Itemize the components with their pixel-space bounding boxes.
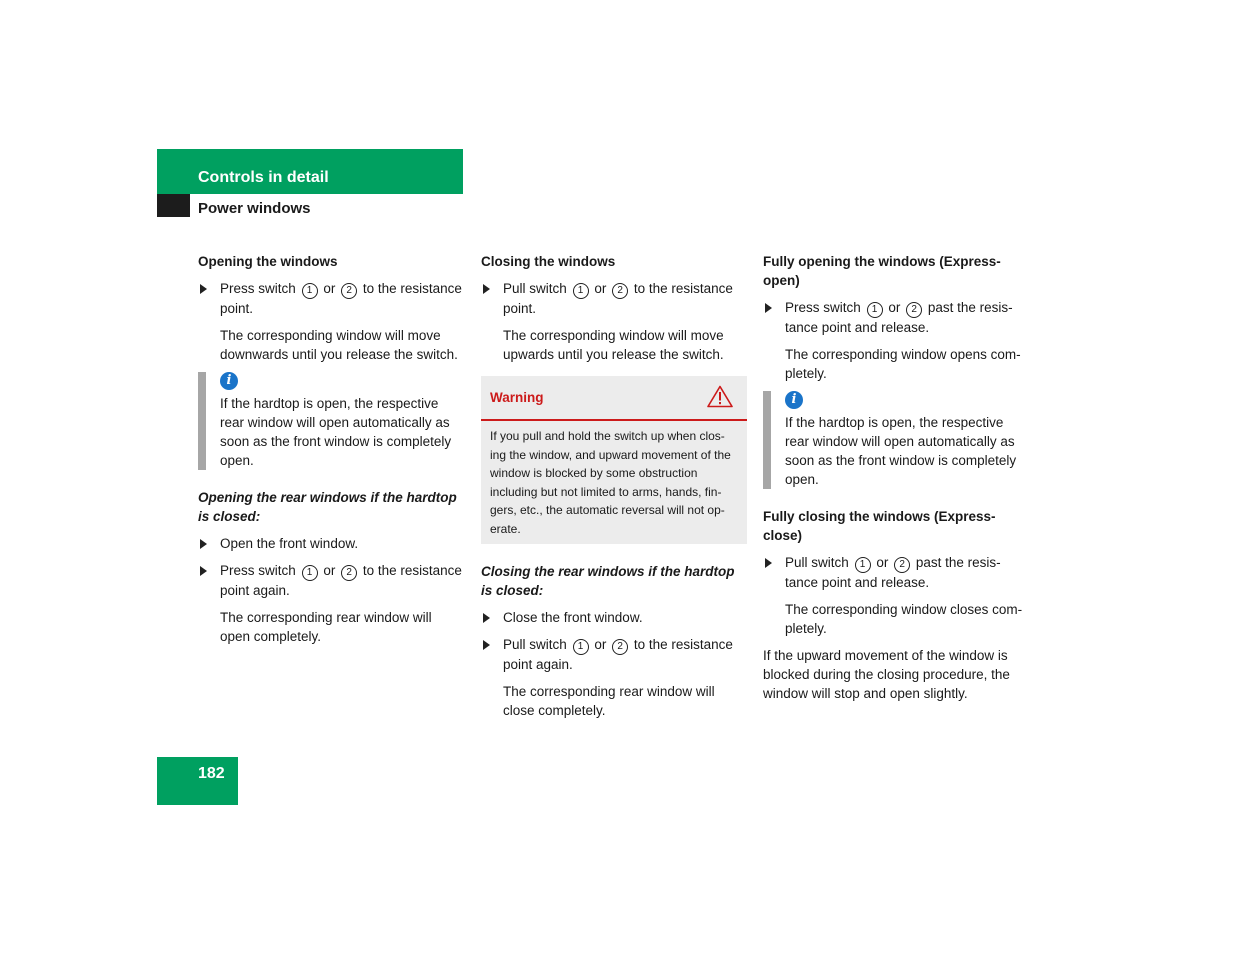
info-note	[198, 372, 464, 470]
column-closing	[481, 252, 747, 728]
section-title: Controls in detail	[198, 169, 329, 186]
step-text: past the resis-tance point and release.	[785, 300, 1013, 335]
step-express-open	[763, 298, 1029, 337]
info-icon: i	[785, 391, 803, 409]
bullet-arrow-icon	[483, 640, 490, 650]
step-result: The corresponding window will move upwards until you release the switch.	[503, 328, 724, 362]
step-pull-switch-again	[481, 635, 747, 674]
subsection-title: Power windows	[198, 200, 311, 217]
info-bar	[763, 391, 771, 489]
step-pull-switch	[481, 279, 747, 318]
switch-2-icon: 2	[612, 283, 628, 299]
switch-1-icon: 1	[573, 283, 589, 299]
switch-2-icon: 2	[894, 557, 910, 573]
column-express	[763, 252, 1029, 711]
heading-express-close: Fully closing the windows (Express-close)	[763, 509, 996, 543]
step-close-front	[481, 608, 747, 627]
bullet-arrow-icon	[483, 613, 490, 623]
step-text: Close the front window.	[503, 610, 643, 625]
step-text: to the resistance point again.	[220, 563, 462, 598]
step-text: Open the front window.	[220, 536, 359, 551]
step-text: or	[594, 637, 607, 652]
step-text: Press switch	[220, 563, 296, 578]
step-result: The corresponding rear window will close completely.	[503, 684, 715, 718]
switch-1-icon: 1	[302, 283, 318, 299]
switch-1-icon: 1	[302, 565, 318, 581]
step-text: past the resis-tance point and release.	[785, 555, 1001, 590]
info-note	[763, 391, 1029, 489]
warning-header	[481, 376, 747, 421]
step-text: or	[323, 281, 336, 296]
switch-1-icon: 1	[867, 302, 883, 318]
column-opening	[198, 252, 464, 654]
info-text: If the hardtop is open, the respective rear window will open automatically as soon as the front window is completely open.	[220, 396, 452, 468]
step-text: or	[323, 563, 336, 578]
heading-express-open: Fully opening the windows (Express-open)	[763, 254, 1001, 288]
step-text: or	[888, 300, 901, 315]
note-text: If the upward movement of the window is blocked during the closing procedure, the window will stop and open slightly.	[763, 648, 1010, 701]
bullet-arrow-icon	[483, 284, 490, 294]
bullet-arrow-icon	[765, 303, 772, 313]
step-text: or	[876, 555, 889, 570]
bullet-arrow-icon	[200, 566, 207, 576]
bullet-arrow-icon	[765, 558, 772, 568]
switch-2-icon: 2	[906, 302, 922, 318]
info-icon: i	[220, 372, 238, 390]
step-result: The corresponding rear window will open completely.	[220, 610, 432, 644]
switch-2-icon: 2	[612, 639, 628, 655]
step-result: The corresponding window closes com-pletely.	[785, 602, 1023, 636]
step-express-close	[763, 553, 1029, 592]
switch-1-icon: 1	[573, 639, 589, 655]
bullet-arrow-icon	[200, 284, 207, 294]
step-result: The corresponding window will move downwards until you release the switch.	[220, 328, 458, 362]
warning-label: Warning	[490, 390, 544, 405]
step-text: to the resistance point.	[220, 281, 462, 316]
subheading-rear-close: Closing the rear windows if the hardtop is closed:	[481, 564, 735, 598]
bullet-arrow-icon	[200, 539, 207, 549]
switch-2-icon: 2	[341, 283, 357, 299]
step-text: or	[594, 281, 607, 296]
heading-closing-windows: Closing the windows	[481, 254, 616, 269]
page-number: 182	[198, 765, 225, 782]
step-press-switch-again	[198, 561, 464, 600]
heading-opening-windows: Opening the windows	[198, 254, 338, 269]
step-text: Press switch	[785, 300, 861, 315]
step-text: Press switch	[220, 281, 296, 296]
warning-text: If you pull and hold the switch up when clos-ing the window, and upward movement of the window is blocked by some obstruction including but not limited to arms, hands, fin-gers, etc., the automatic reversal will not op-erate.	[490, 429, 731, 536]
step-text: to the resistance point again.	[503, 637, 733, 672]
info-bar	[198, 372, 206, 470]
switch-2-icon: 2	[341, 565, 357, 581]
step-press-switch	[198, 279, 464, 318]
subheading-rear-open: Opening the rear windows if the hardtop is closed:	[198, 490, 457, 524]
info-text: If the hardtop is open, the respective rear window will open automatically as soon as the front window is completely open.	[785, 415, 1017, 487]
warning-box	[481, 376, 747, 544]
switch-1-icon: 1	[855, 557, 871, 573]
step-text: Pull switch	[503, 281, 567, 296]
step-open-front	[198, 534, 464, 553]
warning-triangle-icon	[707, 385, 733, 408]
step-text: Pull switch	[785, 555, 849, 570]
step-result: The corresponding window opens com-pletely.	[785, 347, 1021, 381]
step-text: to the resistance point.	[503, 281, 733, 316]
step-text: Pull switch	[503, 637, 567, 652]
subsection-marker	[157, 194, 190, 217]
